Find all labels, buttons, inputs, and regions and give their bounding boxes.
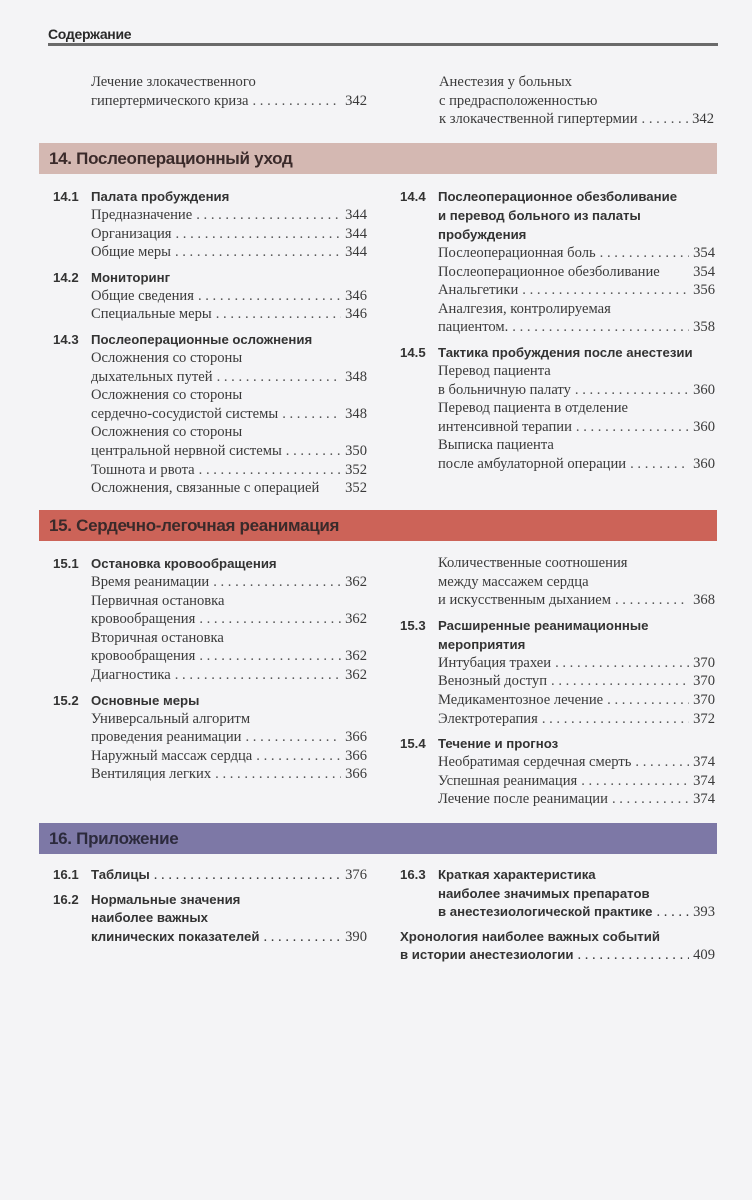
- toc-entry[interactable]: Аналгезия, контролируемая: [438, 300, 611, 317]
- toc-entry[interactable]: 16.1 Таблицы . . . 376: [53, 866, 367, 885]
- section-14-3: [53, 330, 367, 498]
- toc-entry-cont[interactable]: кровообращения . . . 362: [91, 647, 367, 666]
- toc-entry-cont[interactable]: проведения реанимации . . . 366: [91, 728, 367, 747]
- leader-dots: [551, 672, 689, 691]
- toc-entry[interactable]: Медикаментозное лечение . . . 370: [438, 691, 715, 710]
- leader-dots: [577, 946, 689, 965]
- page-number: 358: [693, 319, 715, 336]
- page-number: 342: [692, 111, 714, 128]
- leader-dots: [576, 418, 689, 437]
- toc-entry[interactable]: Первичная остановка: [91, 592, 225, 609]
- toc-entry[interactable]: Наружный массаж сердца . . . 366: [91, 747, 367, 766]
- toc-entry[interactable]: Хронология наиболее важных событий: [400, 928, 660, 944]
- section-heading[interactable]: 15.1 Остановка кровообращения: [53, 556, 277, 571]
- page-number: 374: [693, 772, 715, 789]
- page-number: 366: [345, 747, 367, 764]
- section-heading[interactable]: 14.4 Послеоперационное обезболивание и перевод больного из палаты пробуждения: [400, 189, 678, 242]
- header-rule: [48, 43, 718, 46]
- leader-dots: [263, 928, 341, 947]
- toc-entry[interactable]: Интубация трахеи . . . 370: [438, 654, 715, 673]
- page-number: 346: [345, 287, 367, 304]
- toc-entry-cont[interactable]: пациентом. . . . 358: [438, 318, 715, 337]
- toc-entry-cont[interactable]: дыхательных путей . . . 348: [91, 368, 367, 387]
- page-number: 352: [345, 480, 367, 497]
- leader-dots: [176, 225, 342, 244]
- page-number: 342: [345, 92, 367, 109]
- page-number: 362: [345, 611, 367, 628]
- page-number: 356: [693, 282, 715, 299]
- section-15-2: [53, 691, 367, 784]
- leader-dots: [252, 92, 341, 111]
- section-heading[interactable]: 14.1 Палата пробуждения: [53, 189, 230, 204]
- leader-dots: [213, 573, 341, 592]
- toc-entry[interactable]: Диагностика . . . 362: [91, 666, 367, 685]
- toc-entry-cont[interactable]: и искусственным дыханием . . . 368: [438, 591, 715, 610]
- page-number: 374: [693, 791, 715, 808]
- toc-entry-cont[interactable]: клинических показателей . . . 390: [53, 928, 367, 947]
- section-16-3: [400, 866, 715, 922]
- page-number: 360: [693, 418, 715, 435]
- page-number: 368: [693, 592, 715, 609]
- toc-entry[interactable]: Выписка пациента: [438, 437, 554, 454]
- page-number: 374: [693, 754, 715, 771]
- section-14-1: [53, 187, 367, 262]
- page-number: 362: [345, 648, 367, 665]
- toc-entry[interactable]: Перевод пациента: [438, 362, 551, 379]
- chapter-15-header[interactable]: 15. Сердечно-легочная реанимация: [39, 510, 717, 541]
- section-heading[interactable]: 14.2 Мониторинг: [53, 269, 171, 285]
- section-heading[interactable]: 14.3 Послеоперационные осложнения: [53, 331, 313, 347]
- toc-entry[interactable]: Электротерапия . . . 372: [438, 710, 715, 729]
- leader-dots: [175, 666, 341, 685]
- leader-dots: [581, 772, 689, 791]
- page-number: 344: [345, 244, 367, 261]
- page-number: 348: [345, 405, 367, 422]
- leader-dots: [575, 381, 689, 400]
- page-number: 372: [693, 710, 715, 727]
- page-number: 393: [693, 904, 715, 921]
- toc-entry[interactable]: Осложнения со стороны: [91, 424, 243, 441]
- toc-entry[interactable]: Перевод пациента в отделение: [438, 400, 628, 417]
- toc-entry-cont[interactable]: в истории анестезиологии . . . 409: [400, 946, 715, 965]
- toc-entry-cont[interactable]: кровообращения . . . 362: [91, 610, 367, 629]
- page-number: 348: [345, 368, 367, 385]
- leader-dots: [217, 368, 342, 387]
- toc-entry[interactable]: Венозный доступ . . . 370: [438, 672, 715, 691]
- leader-dots: [555, 654, 689, 673]
- toc-entry[interactable]: Послеоперационная боль . . . 354: [438, 244, 715, 263]
- section-14-5: [400, 343, 715, 474]
- leader-dots: [612, 790, 689, 809]
- page-number: 362: [345, 574, 367, 590]
- toc-entry-cont[interactable]: центральной нервной системы . . . 350: [91, 442, 367, 461]
- leader-dots: [154, 866, 341, 885]
- toc-entry[interactable]: Послеоперационное обезболивание 354: [438, 263, 715, 280]
- toc-entry[interactable]: Количественные соотношения: [438, 555, 628, 571]
- toc-entry-cont[interactable]: сердечно-сосудистой системы . . . 348: [91, 405, 367, 424]
- section-heading[interactable]: 14.5 Тактика пробуждения после анестезии: [400, 344, 693, 360]
- leader-dots: [215, 765, 341, 784]
- toc-entry-cont[interactable]: в больничную палату . . . 360: [438, 381, 715, 400]
- toc-entry[interactable]: Специальные меры . . . 346: [91, 305, 367, 324]
- toc-entry[interactable]: Анестезия у больных с предрасположенностью к злокачественной гипертермии . . . 342: [439, 73, 714, 129]
- toc-entry[interactable]: Тошнота и рвота . . . 352: [91, 461, 367, 480]
- toc-entry[interactable]: Общие меры . . . 344: [91, 243, 367, 262]
- leader-dots: [607, 691, 689, 710]
- leader-dots: [630, 455, 689, 474]
- running-head: Содержание: [48, 26, 132, 42]
- page-number: 346: [345, 306, 367, 323]
- leader-dots: [282, 405, 341, 424]
- leader-dots: [286, 442, 341, 461]
- toc-entry[interactable]: Предназначение . . . 344: [91, 206, 367, 225]
- toc-entry[interactable]: 16.2 Нормальные значения: [53, 891, 241, 907]
- toc-entry[interactable]: Общие сведения . . . 346: [91, 287, 367, 306]
- toc-entry[interactable]: Осложнения со стороны: [91, 387, 243, 404]
- toc-entry-cont[interactable]: между массажем сердца: [438, 573, 589, 590]
- toc-entry[interactable]: Универсальный алгоритм: [91, 710, 251, 727]
- toc-entry[interactable]: Успешная реанимация . . . 374: [438, 772, 715, 791]
- toc-entry[interactable]: Организация . . . 344: [91, 225, 367, 244]
- chapter-14-left-column: [53, 187, 367, 498]
- top-right-column: [439, 73, 714, 129]
- top-left-column: [91, 73, 367, 110]
- chapter-16-left-column: [53, 866, 367, 946]
- leader-dots: [245, 728, 341, 747]
- page-number: 370: [693, 691, 715, 708]
- leader-dots: [522, 281, 689, 300]
- leader-dots: [196, 206, 341, 225]
- section-15-4: [400, 734, 715, 809]
- leader-dots: [542, 710, 689, 729]
- chapter-15-right-column: [400, 554, 715, 809]
- page-number: 390: [345, 928, 367, 945]
- toc-entry-cont[interactable]: интенсивной терапии . . . 360: [438, 418, 715, 437]
- toc-entry[interactable]: Вентиляция легких . . . 366: [91, 765, 367, 784]
- toc-entry-cont[interactable]: наиболее значимых препаратов: [438, 885, 650, 901]
- toc-entry[interactable]: Необратимая сердечная смерть . . . 374: [438, 753, 715, 772]
- section-16-1: [53, 866, 367, 885]
- toc-entry[interactable]: Осложнения, связанные с операцией 352: [91, 480, 367, 497]
- page-number: 362: [345, 666, 367, 683]
- page-number: 354: [693, 263, 715, 280]
- page-number: 344: [345, 225, 367, 242]
- toc-entry[interactable]: Осложнения со стороны: [91, 349, 243, 366]
- page-number: 376: [345, 867, 367, 883]
- leader-dots: [175, 243, 341, 262]
- chapter-14-header[interactable]: 14. Послеоперационный уход: [39, 143, 717, 174]
- toc-entry-cont[interactable]: после амбулаторной операции . . . 360: [438, 455, 715, 474]
- toc-entry[interactable]: 16.3 Краткая характеристика: [400, 867, 596, 882]
- leader-dots: [199, 461, 341, 480]
- leader-dots: [199, 610, 341, 629]
- page-number: 370: [693, 654, 715, 671]
- section-heading[interactable]: 15.2 Основные меры: [53, 692, 200, 708]
- toc-entry-cont[interactable]: в анестезиологической практике . . . 393: [400, 903, 715, 922]
- page-number: 354: [693, 245, 715, 261]
- chapter-16-header[interactable]: 16. Приложение: [39, 823, 717, 854]
- toc-entry-cont[interactable]: наиболее важных: [91, 910, 208, 926]
- leader-dots: [256, 747, 341, 766]
- chapter-14-right-column: [400, 187, 715, 474]
- page-number: 350: [345, 442, 367, 459]
- leader-dots: [199, 647, 341, 666]
- toc-entry[interactable]: Время реанимации . . . 362: [91, 573, 367, 592]
- leader-dots: [635, 753, 689, 772]
- section-15-3: [400, 616, 715, 728]
- page-number: 344: [345, 207, 367, 223]
- page-number: 409: [693, 947, 715, 964]
- leader-dots: [656, 903, 689, 922]
- toc-entry[interactable]: Лечение злокачественного гипертермического криза . . . 342: [91, 73, 367, 110]
- page-number: 352: [345, 461, 367, 478]
- page-number: 366: [345, 729, 367, 746]
- section-heading[interactable]: 15.3 Расширенные реанимационные мероприятия: [400, 617, 649, 652]
- section-14-2: [53, 268, 367, 324]
- section-chronology: [400, 928, 715, 965]
- section-heading[interactable]: 15.4 Течение и прогноз: [400, 736, 559, 752]
- chapter-16-right-column: [400, 866, 715, 965]
- section-15-1: [53, 554, 367, 685]
- leader-dots: [198, 287, 341, 306]
- section-14-4: [400, 187, 715, 337]
- chapter-15-left-column: [53, 554, 367, 784]
- page-number: 360: [693, 381, 715, 398]
- leader-dots: [642, 110, 689, 129]
- leader-dots: [216, 305, 341, 324]
- toc-entry[interactable]: Лечение после реанимации . . . 374: [438, 790, 715, 809]
- leader-dots: [512, 318, 689, 337]
- page-number: 360: [693, 455, 715, 472]
- leader-dots: [615, 591, 689, 610]
- page-number: 370: [693, 673, 715, 690]
- leader-dots: [600, 244, 689, 263]
- page-number: 366: [345, 766, 367, 783]
- toc-entry[interactable]: Анальгетики . . . 356: [438, 281, 715, 300]
- section-16-2: [53, 891, 367, 947]
- toc-entry[interactable]: Вторичная остановка: [91, 629, 224, 646]
